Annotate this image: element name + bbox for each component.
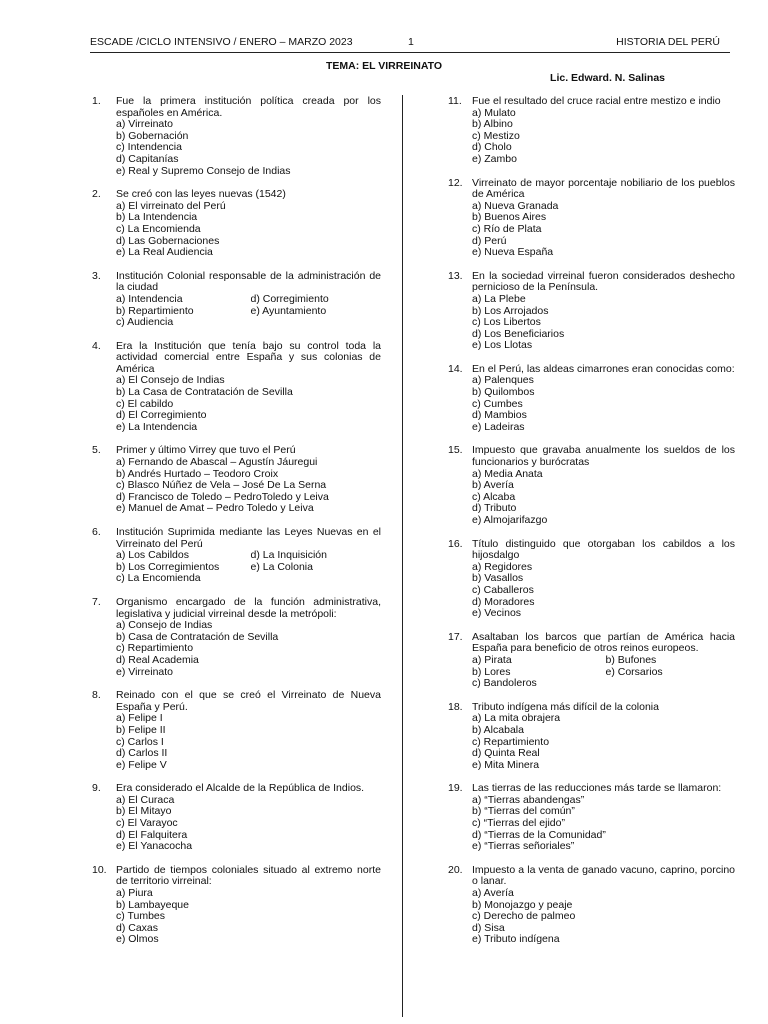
answer-option: d) “Tierras de la Comunidad”: [472, 828, 606, 841]
answer-option: d) Sisa: [472, 921, 505, 934]
answer-option: a) Mulato: [472, 106, 516, 119]
answer-option: b) La Intendencia: [116, 211, 198, 224]
answer-option: a) La Plebe: [472, 292, 526, 305]
answer-option: a) Felipe I: [116, 712, 163, 725]
answer-option: c) La Encomienda: [116, 572, 201, 585]
answer-option: c) Río de Plata: [472, 222, 542, 235]
option-list: [116, 550, 381, 585]
answer-option: b) Casa de Contratación de Sevilla: [116, 630, 279, 643]
answer-option: a) Consejo de Indias: [116, 619, 213, 632]
question-text: En la sociedad virreinal fueron considerados deshecho pernicioso de la Península.: [472, 269, 735, 294]
answer-option: d) Cholo: [472, 141, 512, 154]
answer-option: a) Media Anata: [472, 467, 543, 480]
question-number: 19.: [448, 782, 463, 795]
answer-option: c) Bandoleros: [472, 677, 537, 690]
answer-option: d) Tributo: [472, 502, 517, 515]
question-item: [92, 783, 381, 853]
question-number: 15.: [448, 444, 463, 457]
answer-option: d) Capitanías: [116, 152, 179, 165]
question-text: Virreinato de mayor porcentaje nobiliario de los pueblos de América: [472, 176, 735, 201]
question-item: [92, 527, 381, 585]
answer-option: b) Andrés Hurtado – Teodoro Croix: [116, 467, 279, 480]
option-list: [472, 201, 735, 259]
answer-option: a) Regidores: [472, 560, 533, 573]
option-list: [472, 795, 735, 853]
question-number: 1.: [92, 95, 101, 107]
question-item: [92, 865, 381, 946]
question-item: [92, 96, 381, 177]
question-item: [448, 96, 735, 166]
answer-option: a) Nueva Granada: [472, 199, 559, 212]
option-list: [116, 375, 381, 433]
answer-option: a) Piura: [116, 887, 153, 900]
option-list: [116, 713, 381, 771]
option-list: [472, 375, 735, 433]
answer-option: d) Corregimiento: [250, 292, 329, 305]
question-item: [448, 445, 735, 526]
question-text: Primer y último Virrey que tuvo el Perú: [116, 444, 296, 457]
question-text: Título distinguido que otorgaban los cabildos a los hijosdalgo: [472, 537, 735, 562]
option-list: [116, 119, 381, 177]
answer-option: e) La Real Audiencia: [116, 246, 213, 259]
answer-option: e) Corsarios: [605, 665, 663, 678]
answer-option: e) Zambo: [472, 152, 517, 165]
option-list: [472, 562, 735, 620]
answer-option: b) Repartimiento: [116, 304, 194, 317]
answer-option: c) La Encomienda: [116, 222, 201, 235]
answer-option: e) Ladeiras: [472, 420, 525, 433]
question-number: 20.: [448, 863, 463, 876]
answer-option: a) “Tierras abandengas”: [472, 793, 585, 806]
answer-option: e) El Yanacocha: [116, 840, 193, 853]
answer-option: d) Real Academia: [116, 653, 199, 666]
option-list: [472, 108, 735, 166]
answer-option: d) Los Beneficiarios: [472, 327, 565, 340]
left-column: [92, 96, 381, 958]
answer-option: e) Almojarifazgo: [472, 514, 548, 526]
question-text: Institución Colonial responsable de la administración de la ciudad: [116, 269, 381, 294]
question-text: Institución Suprimida mediante las Leyes Nuevas en el Virreinato del Perú: [116, 526, 381, 550]
question-text: Fue el resultado del cruce racial entre mestizo e indio: [472, 95, 721, 107]
answer-option: d) Moradores: [472, 595, 535, 608]
answer-option: d) Perú: [472, 234, 507, 247]
question-text: Era considerado el Alcalde de la República de Indios.: [116, 782, 365, 795]
question-text: Impuesto que gravaba anualmente los sueldos de los funcionarios y burócratas: [472, 444, 735, 469]
answer-option: a) Avería: [472, 887, 514, 900]
answer-option: c) Tumbes: [116, 910, 166, 923]
answer-option: b) Gobernación: [116, 129, 189, 142]
answer-option: b) Lambayeque: [116, 898, 189, 911]
answer-option: c) Carlos I: [116, 735, 164, 748]
answer-option: c) Los Libertos: [472, 316, 541, 329]
question-item: [92, 445, 381, 515]
option-list: [472, 294, 735, 352]
question-text: Tributo indígena más difícil de la colonia: [472, 700, 659, 713]
question-item: [92, 189, 381, 259]
answer-option: c) Audiencia: [116, 316, 174, 329]
option-list: [116, 620, 381, 678]
question-number: 6.: [92, 526, 101, 538]
option-list: [472, 713, 735, 771]
answer-option: d) El Corregimiento: [116, 409, 207, 422]
question-number: 9.: [92, 782, 101, 795]
answer-option: b) Albino: [472, 118, 513, 131]
question-text: Se creó con las leyes nuevas (1542): [116, 188, 286, 201]
question-text: Las tierras de las reducciones más tarde se llamaron:: [472, 782, 722, 795]
topic-title: TEMA: EL VIRREINATO: [325, 60, 443, 72]
question-number: 2.: [92, 188, 101, 201]
option-list: [472, 655, 735, 690]
answer-option: b) El Mitayo: [116, 805, 172, 818]
answer-option: c) Caballeros: [472, 583, 534, 596]
answer-option: d) Quinta Real: [472, 747, 540, 760]
question-number: 17.: [448, 630, 463, 643]
question-item: [448, 783, 735, 853]
answer-option: d) Carlos II: [116, 747, 168, 760]
answer-option: b) Bufones: [605, 653, 657, 666]
answer-option: e) Nueva España: [472, 246, 554, 259]
answer-option: b) Vasallos: [472, 572, 524, 585]
answer-option: c) El cabildo: [116, 397, 174, 410]
page-header: [90, 36, 730, 53]
question-number: 8.: [92, 689, 101, 702]
answer-option: e) Real y Supremo Consejo de Indias: [116, 164, 291, 177]
question-text: Reinado con el que se creó el Virreinato de Nueva España y Perú.: [116, 689, 381, 713]
course-info: ESCADE /CICLO INTENSIVO / ENERO – MARZO 2023: [90, 36, 353, 48]
question-number: 12.: [448, 176, 463, 189]
answer-option: b) La Casa de Contratación de Sevilla: [116, 386, 293, 399]
question-item: [92, 690, 381, 771]
answer-option: b) Lores: [472, 665, 511, 678]
answer-option: a) El Consejo de Indias: [116, 374, 225, 387]
answer-option: b) Monojazgo y peaje: [472, 898, 573, 911]
question-item: [448, 702, 735, 772]
question-number: 3.: [92, 269, 101, 282]
answer-option: d) El Falquitera: [116, 828, 188, 841]
answer-option: e) Felipe V: [116, 758, 167, 771]
answer-option: c) Blasco Núñez de Vela – José De La Serna: [116, 479, 327, 492]
answer-option: b) Buenos Aires: [472, 211, 547, 224]
question-number: 7.: [92, 595, 101, 608]
question-number: 14.: [448, 362, 463, 375]
answer-option: c) Cumbes: [472, 397, 523, 410]
answer-option: a) Intendencia: [116, 292, 183, 305]
option-list: [116, 888, 381, 946]
question-item: [448, 632, 735, 690]
answer-option: e) Ayuntamiento: [250, 304, 327, 317]
question-item: [92, 597, 381, 678]
question-item: [448, 539, 735, 620]
answer-option: c) Repartimiento: [472, 735, 550, 748]
question-number: 5.: [92, 444, 101, 457]
author-name: Lic. Edward. N. Salinas: [550, 72, 665, 84]
question-item: [92, 271, 381, 329]
question-text: Asaltaban los barcos que partían de América hacia España para beneficio de otros reinos europeos.: [472, 630, 735, 655]
answer-option: e) La Colonia: [250, 560, 313, 573]
column-divider: [402, 95, 403, 1017]
answer-option: c) Repartimiento: [116, 642, 194, 655]
option-list: [116, 795, 381, 853]
option-list: [116, 201, 381, 259]
question-number: 4.: [92, 339, 101, 352]
answer-option: b) Felipe II: [116, 723, 166, 736]
answer-option: d) Mambios: [472, 409, 527, 422]
subject-title: HISTORIA DEL PERÚ: [616, 36, 720, 48]
question-item: [448, 865, 735, 946]
answer-option: c) Mestizo: [472, 129, 520, 142]
answer-option: d) Caxas: [116, 921, 159, 934]
answer-option: c) El Varayoc: [116, 817, 178, 830]
option-list: [116, 294, 381, 329]
answer-option: d) Francisco de Toledo – PedroToledo y Leiva: [116, 490, 329, 503]
question-number: 18.: [448, 700, 463, 713]
question-text: Partido de tiempos coloniales situado al extremo norte de territorio virreinal:: [116, 863, 381, 888]
question-text: Fue la primera institución política creada por los españoles en América.: [116, 95, 381, 119]
question-item: [448, 178, 735, 259]
answer-option: d) La Inquisición: [250, 549, 327, 562]
answer-option: e) Olmos: [116, 933, 159, 946]
answer-option: e) “Tierras señoriales”: [472, 840, 575, 853]
page-number: 1: [408, 36, 414, 48]
answer-option: c) Derecho de palmeo: [472, 910, 576, 923]
question-text: En el Perú, las aldeas cimarrones eran conocidas como:: [472, 362, 735, 375]
question-number: 16.: [448, 537, 463, 550]
option-list: [472, 888, 735, 946]
answer-option: c) Alcaba: [472, 490, 516, 503]
answer-option: e) Virreinato: [116, 665, 174, 678]
answer-option: e) Vecinos: [472, 607, 522, 620]
answer-option: b) Los Arrojados: [472, 304, 549, 317]
answer-option: a) El Curaca: [116, 793, 175, 806]
answer-option: a) Virreinato: [116, 118, 174, 131]
answer-option: b) Quilombos: [472, 386, 535, 399]
answer-option: a) Fernando de Abascal – Agustín Jáuregui: [116, 456, 318, 469]
question-text: Organismo encargado de la función administrativa, legislativa y judicial virreinal desde la metrópoli:: [116, 595, 381, 620]
answer-option: a) Pirata: [472, 653, 512, 666]
question-text: Era la Institución que tenía bajo su control toda la actividad comercial entre España y sus colonias de América: [116, 339, 381, 375]
question-number: 11.: [448, 95, 462, 107]
answer-option: a) La mita obrajera: [472, 712, 561, 725]
answer-option: a) Los Cabildos: [116, 549, 189, 562]
answer-option: b) Alcabala: [472, 723, 524, 736]
answer-option: e) Manuel de Amat – Pedro Toledo y Leiva: [116, 502, 314, 515]
answer-option: b) Los Corregimientos: [116, 560, 220, 573]
question-text: Impuesto a la venta de ganado vacuno, caprino, porcino o lanar.: [472, 863, 735, 888]
question-item: [448, 271, 735, 352]
answer-option: c) Intendencia: [116, 141, 182, 154]
answer-option: b) “Tierras del común”: [472, 805, 575, 818]
answer-option: a) Palenques: [472, 374, 534, 387]
answer-option: e) La Intendencia: [116, 420, 198, 433]
question-item: [92, 341, 381, 434]
question-number: 13.: [448, 269, 463, 282]
option-list: [472, 469, 735, 527]
answer-option: e) Los Llotas: [472, 339, 533, 352]
question-item: [448, 364, 735, 434]
answer-option: e) Mita Minera: [472, 758, 540, 771]
right-column: [448, 96, 735, 958]
answer-option: d) Las Gobernaciones: [116, 234, 220, 247]
answer-option: c) “Tierras del ejido”: [472, 817, 565, 830]
option-list: [116, 457, 381, 515]
answer-option: a) El virreinato del Perú: [116, 199, 226, 212]
answer-option: e) Tributo indígena: [472, 933, 560, 946]
answer-option: b) Avería: [472, 479, 514, 492]
question-number: 10.: [92, 863, 107, 876]
